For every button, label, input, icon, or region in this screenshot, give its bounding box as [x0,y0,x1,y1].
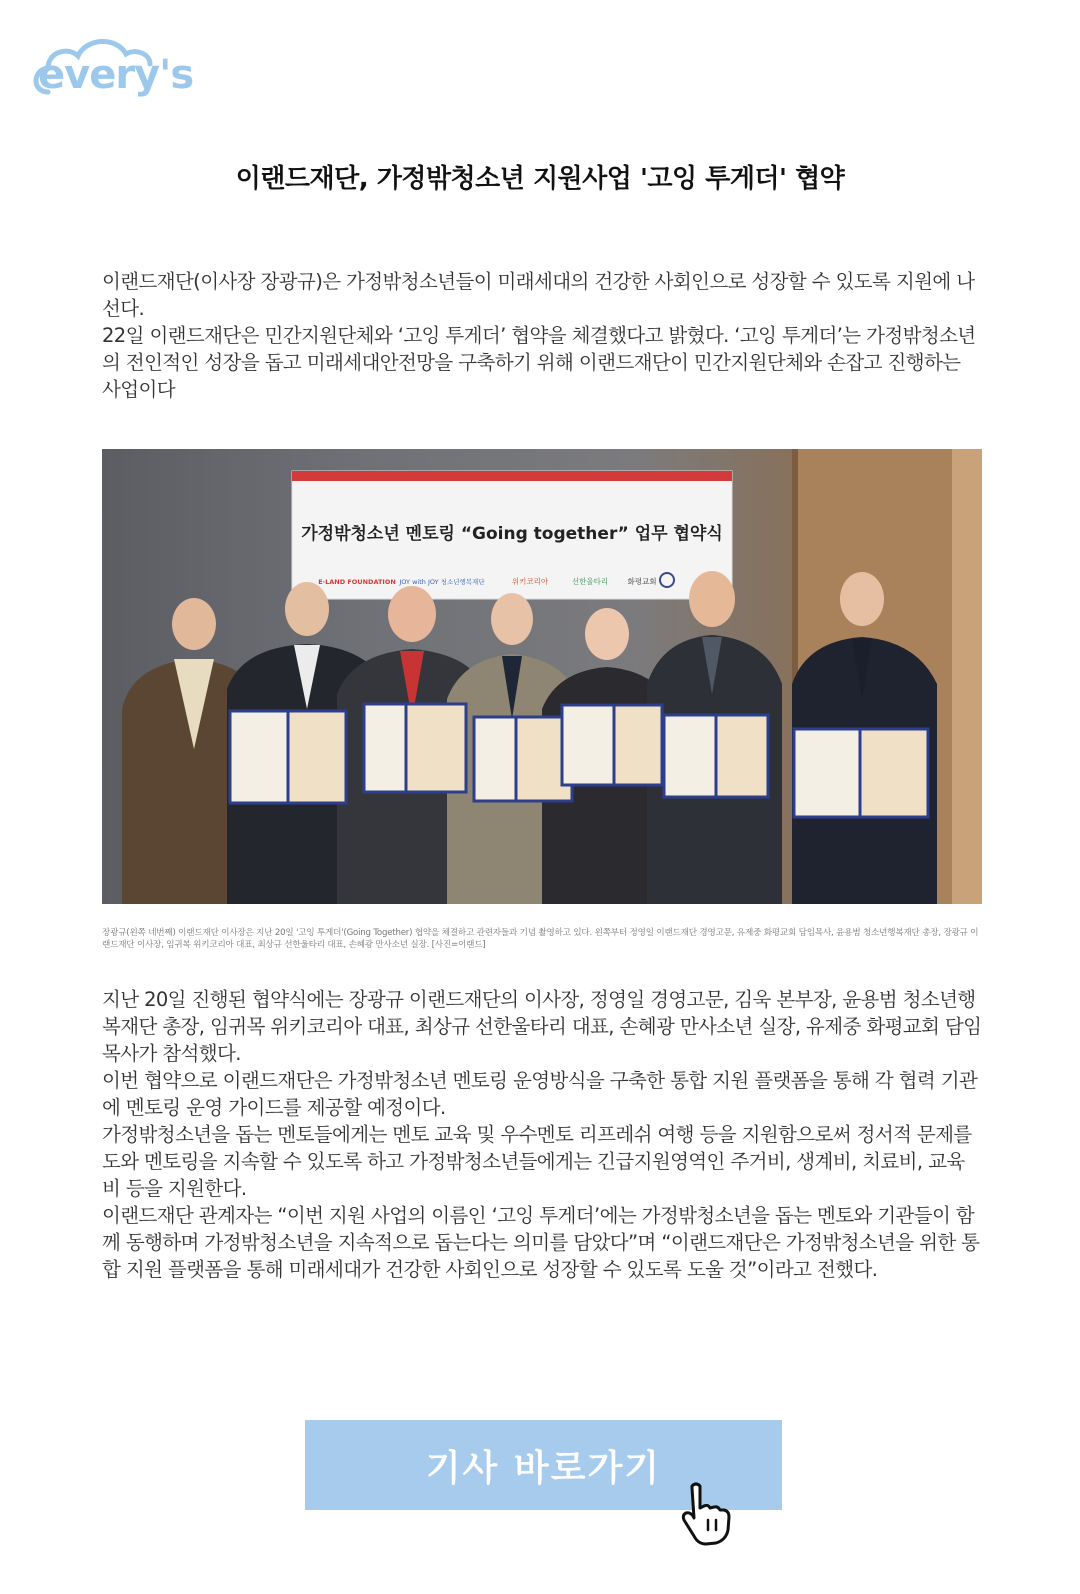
ceremony-photo [102,449,982,904]
logo-wordmark: every's [38,52,194,98]
article-intro [102,268,982,403]
banner-logo: 화평교회 [627,577,657,586]
body-paragraph: 가정밖청소년을 돕는 멘토들에게는 멘토 교육 및 우수멘토 리프레쉬 여행 등을 지원함으로써 정서적 문제를 도와 멘토링을 지속할 수 있도록 하고 가정밖청소년들에게는 긴급지원영역인 주거비, 생계비, 치료비, 교육비 등을 지원한다. [102,1123,972,1200]
article-title: 이랜드재단, 가정밖청소년 지원사업 '고잉 투게더' 협약 [235,164,845,194]
every-logo[interactable] [30,30,215,110]
intro-paragraph: 이랜드재단(이사장 장광규)은 가정밖청소년들이 미래세대의 건강한 사회인으로 성장할 수 있도록 지원에 나선다. [102,270,975,320]
body-paragraph: 이번 협약으로 이랜드재단은 가정밖청소년 멘토링 운영방식을 구축한 통합 지원 플랫폼을 통해 각 협력 기관에 멘토링 운영 가이드를 제공할 예정이다. [102,1069,978,1119]
read-article-label: 기사 바로가기 [425,1447,662,1489]
banner-logo: JOY with JOY 청소년행복재단 [399,578,485,586]
intro-paragraph: 22일 이랜드재단은 민간지원단체와 ‘고잉 투게더’ 협약을 체결했다고 밝혔다. ‘고잉 투게더’는 가정밖청소년의 전인적인 성장을 돕고 미래세대안전망을 구축하기 위해 이랜드재단이 민간지원단체와 손잡고 진행하는 사업이다 [102,324,976,401]
banner-logo: 위키코리아 [511,577,549,586]
ceremony-photo-illustration [102,449,982,904]
photo-caption: 장광규(왼쪽 네번째) 이랜드재단 이사장은 지난 20일 '고잉 투게더'(Going Together) 협약을 체결하고 관련자들과 기념 촬영하고 있다. 왼쪽부터 정영일 이랜드재단 경영고문, 유제중 화평교회 담임목사, 윤용범 청소년행복재단 총장, 장광규 이랜드재단 이사장, 임귀복 위키코리아 대표, 최상규 선한울타리 대표, 손혜광 만사소년 실장. [사진=이랜드] [102,928,979,950]
body-paragraph: 지난 20일 진행된 협약식에는 장광규 이랜드재단의 이사장, 정영일 경영고문, 김욱 본부장, 윤용범 청소년행복재단 총장, 임귀목 위키코리아 대표, 최상규 선한울타리 대표, 손혜광 만사소년 실장, 유제중 화평교회 담임목사가 참석했다. [102,988,982,1065]
banner-logo: 선한울타리 [571,577,609,586]
banner-logo: E·LAND FOUNDATION [318,578,396,586]
body-paragraph: 이랜드재단 관계자는 “이번 지원 사업의 이름인 ‘고잉 투게더’에는 가정밖청소년을 돕는 멘토와 기관들이 함께 동행하며 가정밖청소년을 지속적으로 돕는다는 의미를 담았다”며 “이랜드재단은 가정밖청소년을 위한 통합 지원 플랫폼을 통해 미래세대가 건강한 사회인으로 성장할 수 있도록 도울 것”이라고 전했다. [102,1204,980,1281]
article-body [102,986,982,1283]
banner-title: 가정밖청소년 멘토링 “Going together” 업무 협약식 [301,524,723,544]
pointer-hand-icon [672,1478,742,1548]
